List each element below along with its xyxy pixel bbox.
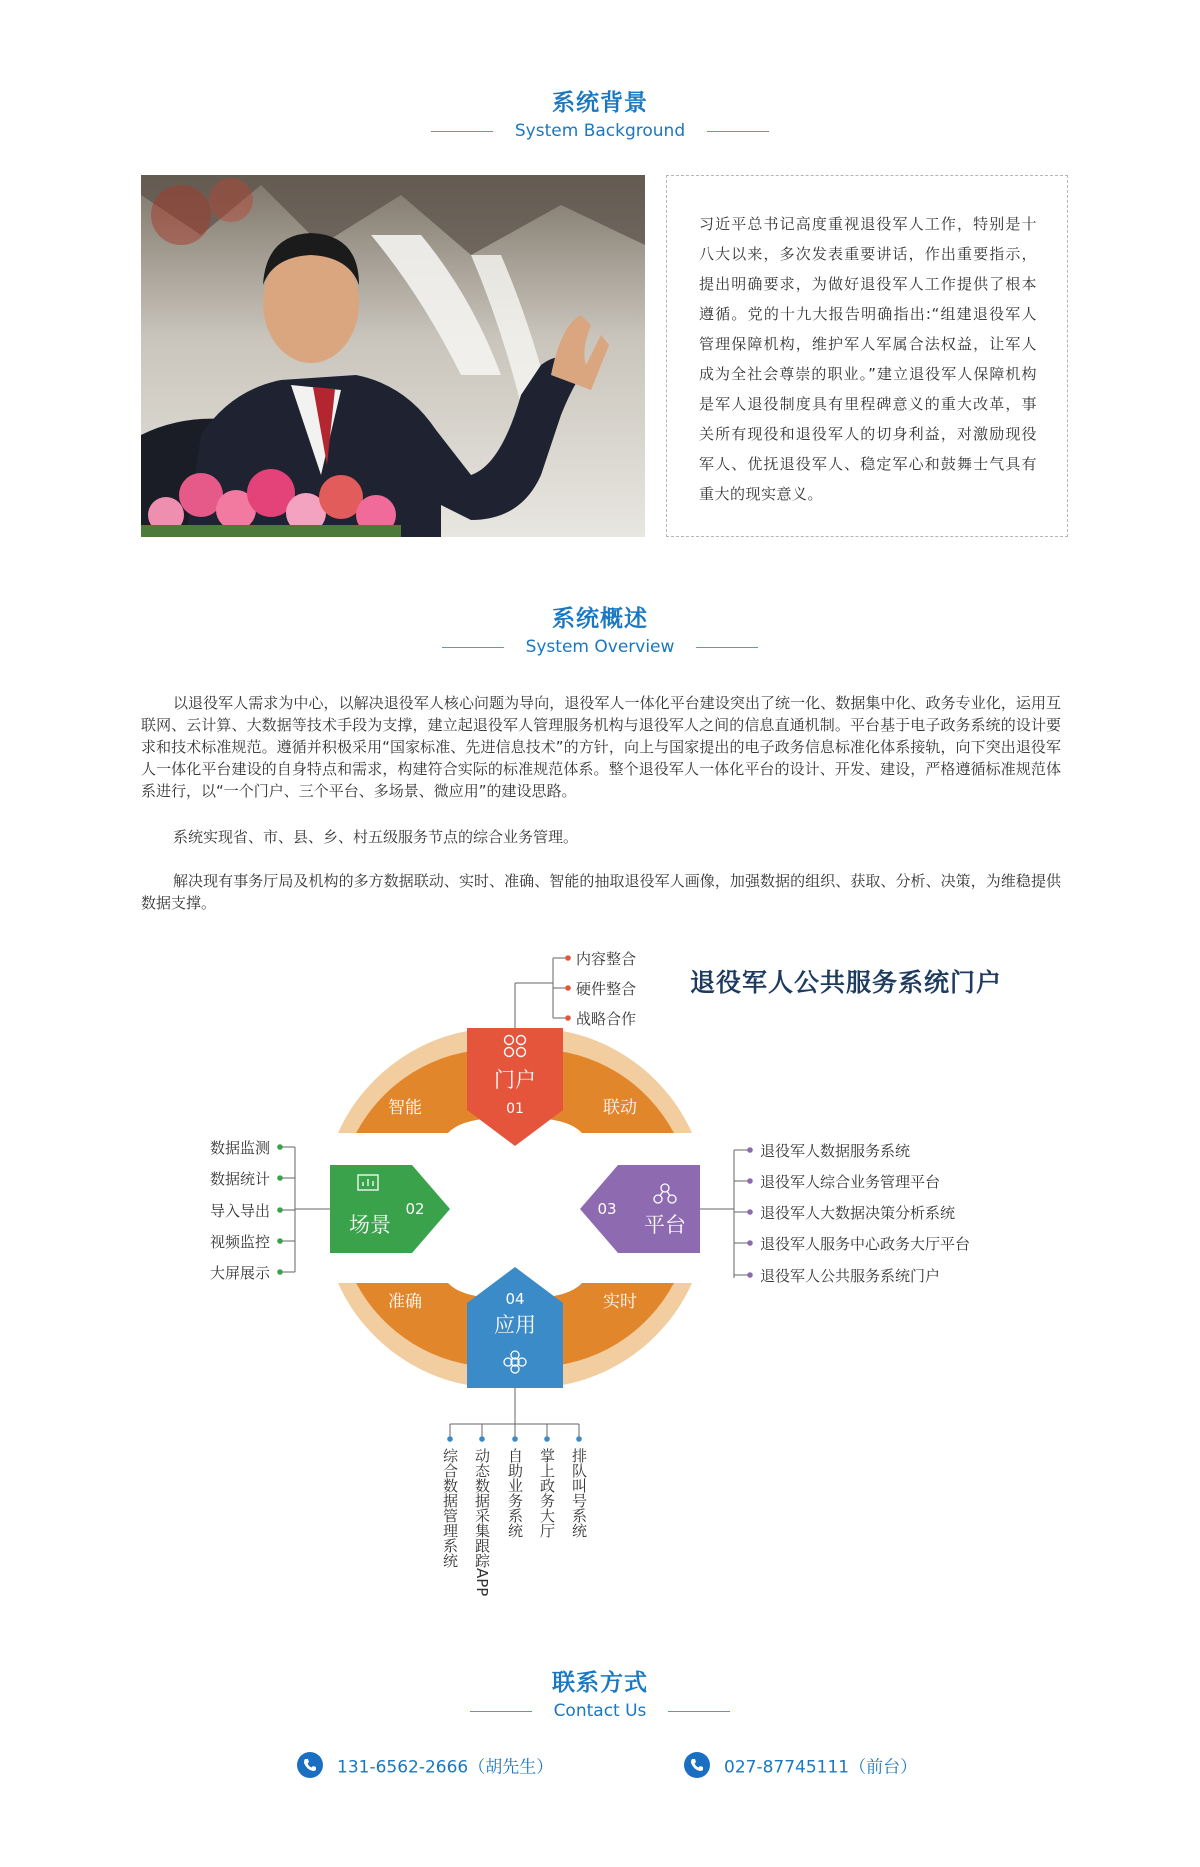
- top-item-1: 内容整合: [576, 950, 637, 968]
- speaker-photo: [141, 175, 645, 537]
- contact-phone-2[interactable]: [684, 1752, 917, 1778]
- phone-2-text: 027-87745111（前台）: [724, 1757, 918, 1778]
- left-item-1: 数据监测: [209, 1139, 270, 1157]
- platform-num: 03: [597, 1200, 617, 1218]
- phone-icon: [297, 1752, 323, 1778]
- overview-paragraph-3: 解决现有事务厅局及机构的多方数据联动、实时、准确、智能的抽取退役军人画像，加强数据的组织、获取、分析、决策，为维稳提供数据支撑。: [141, 872, 1061, 912]
- left-item-4: 视频监控: [209, 1233, 270, 1251]
- portal-diagram: [0, 930, 1200, 1620]
- bottom-item-1: 综合数据管理系统: [441, 1448, 459, 1568]
- overview-paragraph-2: 系统实现省、市、县、乡、村五级服务节点的综合业务管理。: [173, 828, 579, 846]
- right-item-3: 退役军人大数据决策分析系统: [760, 1204, 956, 1222]
- phone-icon: [684, 1752, 710, 1778]
- platform-name: 平台: [644, 1213, 686, 1237]
- scene-block: [330, 1165, 450, 1253]
- portal-block: [467, 1028, 563, 1146]
- bottom-item-5: 排队叫号系统: [570, 1448, 588, 1538]
- right-item-4: 退役军人服务中心政务大厅平台: [760, 1235, 971, 1253]
- top-item-2: 硬件整合: [576, 980, 637, 998]
- background-title: 系统背景: [552, 90, 648, 116]
- portal-name: 门户: [494, 1068, 536, 1092]
- right-item-2: 退役军人综合业务管理平台: [760, 1173, 941, 1191]
- portal-num: 01: [506, 1101, 524, 1117]
- overview-paragraph-1: 以退役军人需求为中心，以解决退役军人核心问题为导向，退役军人一体化平台建设突出了统一化、数据集中化、政务专业化，运用互联网、云计算、大数据等技术手段为支撑，建立起退役军人管理服务机构与退役军人之间的信息直通机制。平台基于电子政务系统的设计要求和技术标准规范。遵循并积极采用“国家标准、先进信息技术”的方针，向上与国家提出的电子政务信息标准化体系接轨，向下突出退役军人一体化平台建设的自身特点和需求，构建符合实际的标准规范体系。整个退役军人一体化平台的设计、开发、建设，严格遵循标准规范体系进行，以“一个门户、三个平台、多场景、微应用”的建设思路。: [141, 694, 1061, 800]
- overview-title: 系统概述: [552, 606, 648, 632]
- overview-subtitle: System Overview: [0, 637, 1200, 657]
- scene-name: 场景: [349, 1213, 391, 1237]
- right-item-1: 退役军人数据服务系统: [760, 1142, 911, 1160]
- left-item-2: 数据统计: [209, 1170, 270, 1188]
- contact-subtitle: Contact Us: [0, 1701, 1200, 1721]
- scene-num: 02: [405, 1200, 425, 1218]
- quadrant-realtime-label: 实时: [603, 1292, 637, 1312]
- contact-phone-1[interactable]: [297, 1752, 553, 1778]
- platform-block: [580, 1165, 700, 1253]
- left-item-3: 导入导出: [209, 1202, 270, 1220]
- quadrant-linkage-label: 联动: [603, 1098, 637, 1118]
- quadrant-accurate-label: 准确: [388, 1292, 422, 1312]
- app-name: 应用: [494, 1313, 536, 1337]
- app-num: 04: [505, 1290, 525, 1308]
- bottom-item-4: 掌上政务大厅: [538, 1448, 556, 1538]
- right-item-5: 退役军人公共服务系统门户: [760, 1267, 941, 1285]
- top-item-3: 战略合作: [576, 1010, 637, 1028]
- left-item-5: 大屏展示: [209, 1264, 270, 1282]
- bottom-item-3: 自助业务系统: [506, 1448, 524, 1538]
- background-text: 习近平总书记高度重视退役军人工作，特别是十八大以来，多次发表重要讲话，作出重要指示，提出明确要求，为做好退役军人工作提供了根本遵循。党的十九大报告明确指出:“组建退役军人管理保障机构，维护军人军属合法权益，让军人成为全社会尊崇的职业。”建立退役军人保障机构是军人退役制度具有里程碑意义的重大改革，事关所有现役和退役军人的切身利益，对激励现役军人、优抚退役军人、稳定军心和鼓舞士气具有重大的现实意义。: [666, 175, 1068, 537]
- bottom-item-2: 动态数据采集跟踪APP: [473, 1448, 491, 1597]
- phone-1-text: 131-6562-2666（胡先生）: [337, 1757, 554, 1778]
- background-subtitle: System Background: [0, 121, 1200, 141]
- diagram-title: 退役军人公共服务系统门户: [690, 968, 1003, 997]
- app-block: [467, 1267, 563, 1388]
- contact-title: 联系方式: [552, 1670, 648, 1696]
- quadrant-smart-label: 智能: [388, 1098, 422, 1118]
